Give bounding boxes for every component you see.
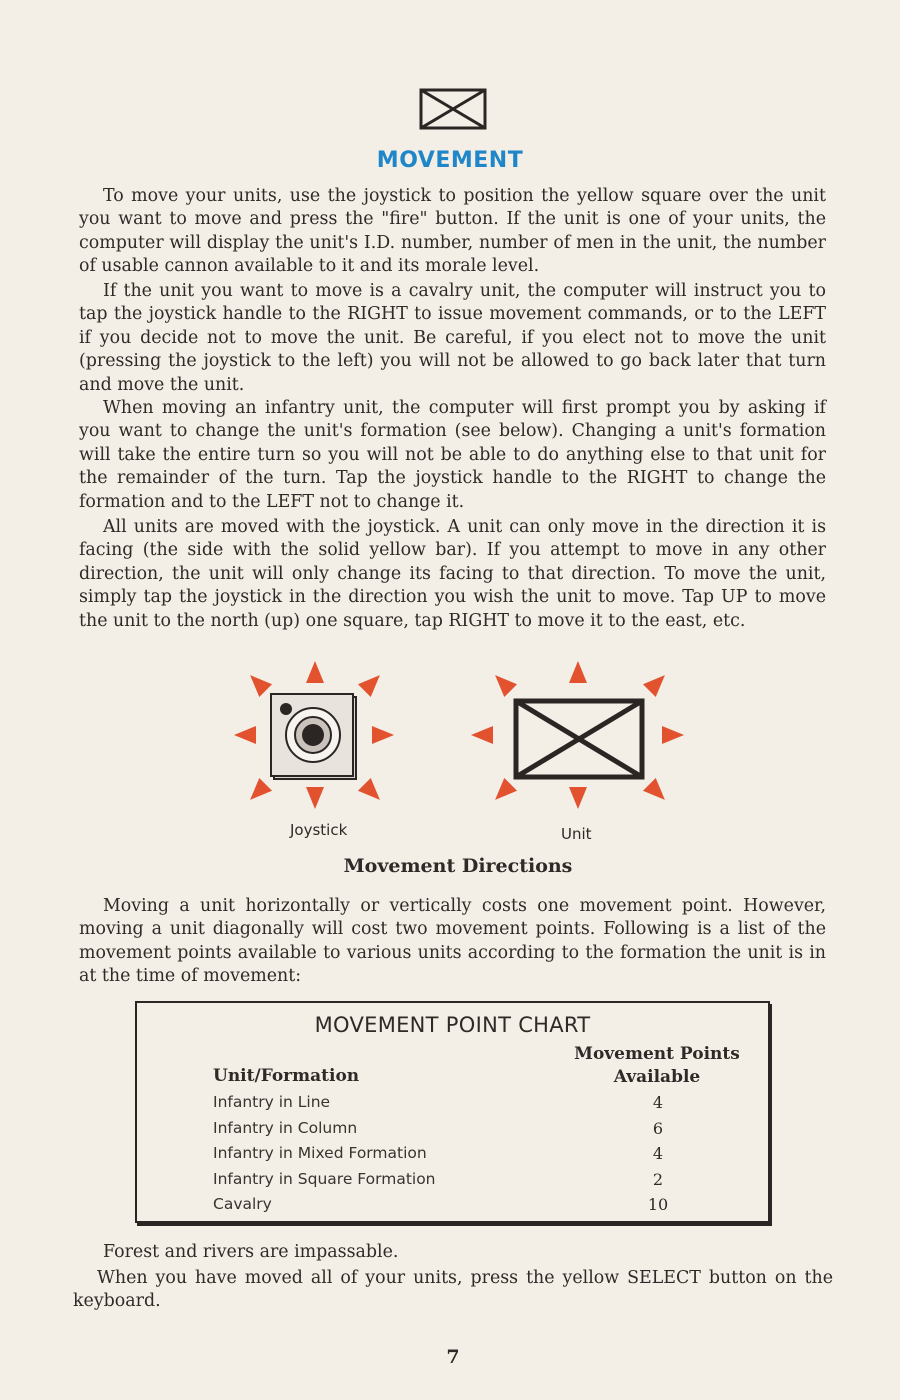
table-row bbox=[213, 1119, 733, 1145]
paragraph-facing: All units are moved with the joystick. A unit can only move in the direction it is facing (the side with the solid yellow bar). If you attempt to move in any other direction, the unit will only change its facing to that direction. To move the unit, simply tap the joystick in the direction you wish the unit to move. Tap UP to move the unit to the north (up) one square, tap RIGHT to move it to the east, etc. bbox=[79, 517, 826, 631]
paragraph-movement-cost: Moving a unit horizontally or vertically costs one movement point. However, moving a unit diagonally will cost two movement points. Following is a list of the movement points available to various units according to the formation the unit is in at the time of movement: bbox=[79, 896, 826, 987]
chart-title: MOVEMENT POINT CHART bbox=[314, 1013, 591, 1037]
paragraph-infantry: When moving an infantry unit, the computer will first prompt you by asking if you want to change the unit's formation (see below). Changing a unit's formation will take the entire turn so you will not be able to do anything else to that unit for the remainder of the turn. Tap the joystick handle to the RIGHT to change the formation and to the LEFT not to change it. bbox=[79, 398, 826, 512]
paragraph-impassable: Forest and rivers are impassable. bbox=[103, 1242, 399, 1262]
row-points: 6 bbox=[652, 1118, 664, 1138]
movement-point-chart bbox=[135, 1001, 770, 1223]
row-points: 2 bbox=[652, 1169, 664, 1189]
section-heading: MOVEMENT bbox=[376, 148, 524, 173]
paragraph-select-unit: To move your units, use the joystick to position the yellow square over the unit you want to move and press the "fire" button. If the unit is one of your units, the computer will display the unit's I.D. number, number of men in the unit, the number of usable cannon available to it and its morale level. bbox=[79, 186, 826, 277]
table-row bbox=[213, 1170, 733, 1196]
table-row bbox=[213, 1144, 733, 1170]
table-row bbox=[213, 1195, 733, 1221]
row-unit: Cavalry bbox=[213, 1195, 272, 1213]
paragraph-select-button: When you have moved all of your units, press the yellow SELECT button on the keyboard. bbox=[73, 1268, 833, 1312]
joystick-label: Joystick bbox=[290, 821, 348, 839]
row-points: 4 bbox=[652, 1093, 664, 1112]
chart-rows bbox=[213, 1093, 733, 1221]
row-unit: Infantry in Line bbox=[213, 1093, 331, 1111]
points-column-header bbox=[557, 1043, 757, 1089]
row-points: 4 bbox=[652, 1144, 664, 1163]
diagram-caption: Movement Directions bbox=[343, 855, 573, 877]
joystick-icon bbox=[271, 694, 356, 779]
unit-label: Unit bbox=[561, 825, 592, 843]
unit-column-header: Unit/Formation bbox=[213, 1066, 360, 1086]
paragraph-cavalry: If the unit you want to move is a cavalry unit, the computer will instruct you to tap the joystick handle to the RIGHT to issue movement commands, or to the LEFT if you decide not to move the unit. Be careful, if you elect not to move the unit (pressing the joystick to the left) you will not be allowed to go back later that turn and move the unit. bbox=[79, 281, 826, 395]
row-unit: Infantry in Column bbox=[213, 1118, 358, 1137]
page-number: 7 bbox=[446, 1346, 460, 1368]
points-header-line2: Available bbox=[613, 1067, 701, 1087]
row-points: 10 bbox=[647, 1195, 669, 1214]
table-row bbox=[213, 1093, 733, 1119]
unit-arrows bbox=[471, 661, 684, 809]
row-unit: Infantry in Mixed Formation bbox=[213, 1144, 427, 1162]
points-header-line1: Movement Points bbox=[574, 1044, 740, 1064]
envelope-unit-icon bbox=[419, 88, 487, 130]
unit-icon bbox=[516, 701, 642, 777]
row-unit: Infantry in Square Formation bbox=[213, 1169, 436, 1188]
